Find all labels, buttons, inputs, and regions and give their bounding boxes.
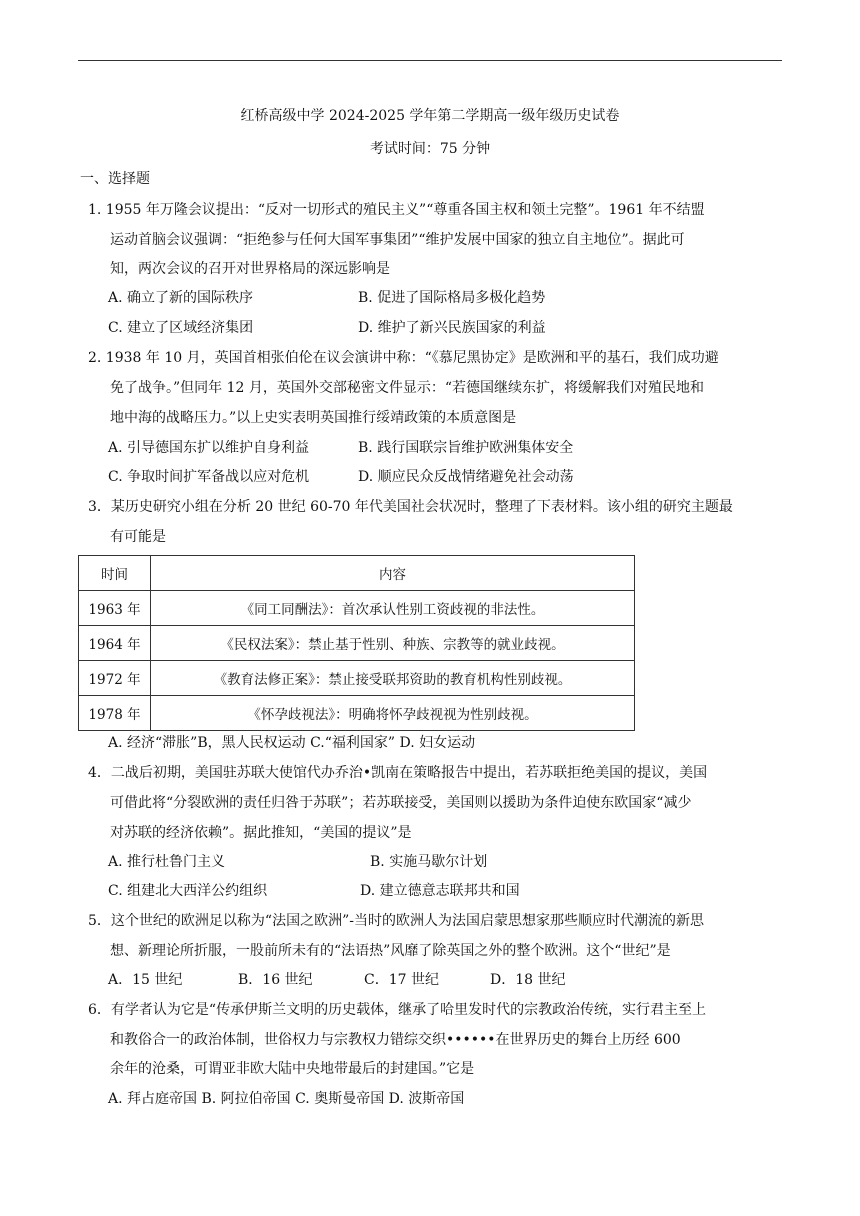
section-heading: 一、选择题 xyxy=(80,171,150,187)
table-row xyxy=(79,591,635,626)
option-b: B. 实施马歇尔计划 xyxy=(370,854,488,870)
table-header-content: 内容 xyxy=(151,556,635,591)
header-rule xyxy=(78,60,782,61)
question-line: 1. 1955 年万隆会议提出：“反对一切形式的殖民主义”“尊重各国主权和领土完整”。1961 年不结盟 xyxy=(88,202,705,218)
option-c: C. 组建北大西洋公约组织 xyxy=(108,883,268,899)
option-a: A. 推行杜鲁门主义 xyxy=(108,854,226,870)
question-line: 4．二战后初期，美国驻苏联大使馆代办乔治•凯南在策略报告中提出，若苏联拒绝美国的提议，美国 xyxy=(88,765,708,781)
table-cell-content: 《怀孕歧视法》：明确将怀孕歧视视为性别歧视。 xyxy=(151,696,635,731)
option-d: D. 维护了新兴民族国家的利益 xyxy=(358,320,546,336)
options-line: A. 拜占庭帝国 B. 阿拉伯帝国 C. 奥斯曼帝国 D. 波斯帝国 xyxy=(108,1091,465,1107)
law-table xyxy=(78,555,635,731)
option-b: B. 促进了国际格局多极化趋势 xyxy=(358,290,546,306)
table-cell-content: 《民权法案》：禁止基于性别、种族、宗教等的就业歧视。 xyxy=(151,626,635,661)
table-row xyxy=(79,661,635,696)
table-header-row xyxy=(79,556,635,591)
option-a: A. 确立了新的国际秩序 xyxy=(108,290,254,306)
table-row xyxy=(79,626,635,661)
options-line: A. 经济“滞胀”B，黑人民权运动 C.“福利国家” D. 妇女运动 xyxy=(108,735,476,751)
question-line: 想、新理论所折服，一股前所未有的“法语热”风靡了除英国之外的整个欧洲。这个“世纪”是 xyxy=(110,943,671,959)
exam-title: 红桥高级中学 2024-2025 学年第二学期高一级年级历史试卷 xyxy=(240,108,620,124)
question-line: 余年的沧桑，可谓亚非欧大陆中央地带最后的封建国。”它是 xyxy=(110,1061,475,1077)
question-line: 3．某历史研究小组在分析 20 世纪 60-70 年代美国社会状况时，整理了下表材料。该小组的研究主题最 xyxy=(88,499,733,515)
question-line: 地中海的战略压力。”以上史实表明英国推行绥靖政策的本质意图是 xyxy=(110,410,517,426)
option-d: D．18 世纪 xyxy=(490,972,566,988)
option-c: C．17 世纪 xyxy=(364,972,439,988)
question-line: 可借此将“分裂欧洲的责任归咎于苏联”；若苏联接受，美国则以援助为条件迫使东欧国家“减少 xyxy=(110,795,692,811)
option-a: A．15 世纪 xyxy=(108,972,183,988)
table-cell-content: 《教育法修正案》：禁止接受联邦资助的教育机构性别歧视。 xyxy=(151,661,635,696)
option-b: B．16 世纪 xyxy=(238,972,313,988)
table-cell-year: 1963 年 xyxy=(79,591,151,626)
question-line: 和教俗合一的政治体制，世俗权力与宗教权力错综交织••••••在世界历史的舞台上历经 600 xyxy=(110,1032,681,1048)
option-d: D. 建立德意志联邦共和国 xyxy=(360,883,520,899)
question-line: 2. 1938 年 10 月，英国首相张伯伦在议会演讲中称：“《慕尼黑协定》是欧洲和平的基石，我们成功避 xyxy=(88,350,719,366)
table-cell-year: 1964 年 xyxy=(79,626,151,661)
exam-time: 考试时间：75 分钟 xyxy=(369,141,491,157)
option-c: C. 争取时间扩军备战以应对危机 xyxy=(108,469,310,485)
question-line: 对苏联的经济依赖”。据此推知，“美国的提议”是 xyxy=(110,825,412,841)
option-b: B. 践行国联宗旨维护欧洲集体安全 xyxy=(358,440,574,456)
question-line: 运动首脑会议强调：“拒绝参与任何大国军事集团”“维护发展中国家的独立自主地位”。据此可 xyxy=(110,232,685,248)
option-a: A. 引导德国东扩以维护自身利益 xyxy=(108,440,310,456)
table-cell-year: 1978 年 xyxy=(79,696,151,731)
option-d: D. 顺应民众反战情绪避免社会动荡 xyxy=(358,469,574,485)
table-cell-year: 1972 年 xyxy=(79,661,151,696)
question-line: 6．有学者认为它是“传承伊斯兰文明的历史载体，继承了哈里发时代的宗教政治传统，实行君主至上 xyxy=(88,1002,707,1018)
table-row xyxy=(79,696,635,731)
option-c: C. 建立了区域经济集团 xyxy=(108,320,254,336)
question-line: 知，两次会议的召开对世界格局的深远影响是 xyxy=(110,261,390,277)
table-cell-content: 《同工同酬法》：首次承认性别工资歧视的非法性。 xyxy=(151,591,635,626)
table-header-time: 时间 xyxy=(79,556,151,591)
question-line: 有可能是 xyxy=(110,529,166,545)
question-line: 免了战争。”但同年 12 月，英国外交部秘密文件显示：“若德国继续东扩，将缓解我们对殖民地和 xyxy=(110,380,705,396)
question-line: 5．这个世纪的欧洲足以称为“法国之欧洲”-当时的欧洲人为法国启蒙思想家那些顺应时代潮流的新思 xyxy=(88,913,704,929)
